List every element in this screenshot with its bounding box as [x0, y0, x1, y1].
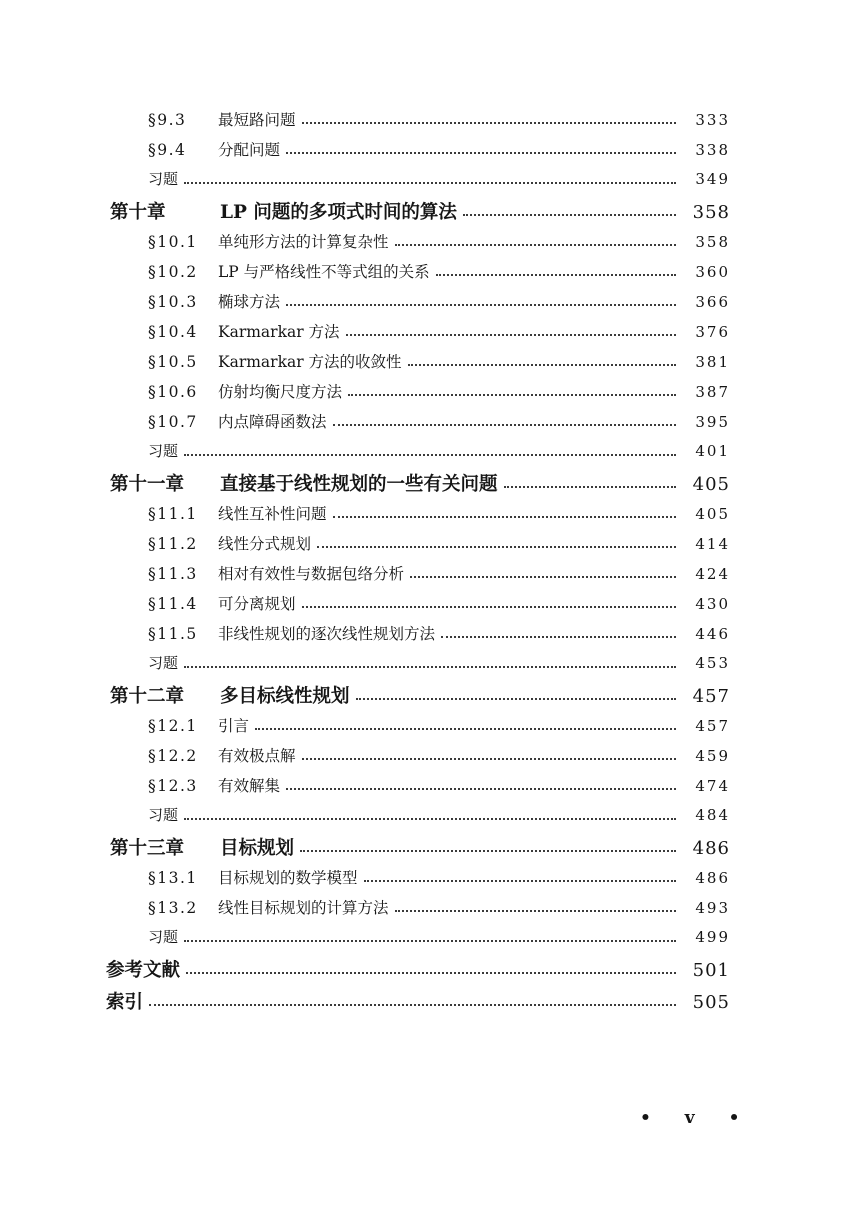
section-title: 单纯形方法的计算复杂性: [218, 233, 389, 251]
toc-section-entry: [148, 350, 730, 372]
section-number: §10.7: [148, 413, 198, 431]
page-number: 358: [695, 233, 730, 251]
dot-leader: [395, 910, 676, 912]
page-number: 414: [695, 535, 730, 553]
toc-chapter-entry: [110, 198, 730, 224]
dot-leader: [317, 546, 676, 548]
toc-section-entry: [148, 866, 730, 888]
exercises-title: 习题: [148, 654, 179, 672]
page-number: 387: [695, 383, 730, 401]
page-number: 493: [695, 899, 730, 917]
dot-leader: [186, 972, 676, 974]
dot-leader: [302, 606, 676, 608]
dot-leader: [463, 214, 676, 216]
dot-leader: [286, 304, 676, 306]
page-number: 405: [695, 505, 730, 523]
exercises-title: 习题: [148, 928, 179, 946]
section-number: §11.1: [148, 505, 198, 523]
page-number: 474: [695, 777, 730, 795]
dot-leader: [255, 728, 676, 730]
page-number: 424: [695, 565, 730, 583]
section-title: 有效解集: [218, 777, 281, 795]
page-number: 505: [692, 992, 730, 1013]
dot-leader: [149, 1004, 676, 1006]
toc-section-entry: [148, 714, 730, 736]
exercises-title: 习题: [148, 442, 179, 460]
section-number: §9.3: [148, 111, 187, 129]
page-number: 486: [695, 869, 730, 887]
section-title: 相对有效性与数据包络分析: [218, 565, 405, 583]
toc-section-entry: [148, 744, 730, 766]
section-title: 椭球方法: [218, 293, 281, 311]
section-title: 线性互补性问题: [218, 505, 327, 523]
section-title: 仿射均衡尺度方法: [218, 383, 343, 401]
section-title: 非线性规划的逐次线性规划方法: [218, 625, 436, 643]
page-number: 459: [695, 747, 730, 765]
page-number: 333: [695, 111, 730, 129]
toc-section-entry: [148, 380, 730, 402]
section-title: 最短路问题: [218, 111, 296, 129]
chapter-label: 第十二章: [110, 686, 185, 707]
dot-leader: [410, 576, 676, 578]
section-title: Karmarkar 方法: [218, 323, 340, 341]
chapter-title: 目标规划: [220, 838, 295, 859]
page-number: 405: [692, 474, 730, 495]
section-number: §12.2: [148, 747, 198, 765]
page-number: 499: [695, 928, 730, 946]
section-number: §9.4: [148, 141, 187, 159]
dot-leader: [348, 394, 676, 396]
toc-chapter-entry: [110, 682, 730, 708]
toc-backmatter-entry: [106, 988, 730, 1014]
chapter-label: 第十一章: [110, 474, 185, 495]
section-number: §11.2: [148, 535, 198, 553]
dot-leader: [356, 698, 676, 700]
section-number: §11.5: [148, 625, 198, 643]
section-number: §10.1: [148, 233, 198, 251]
dot-leader: [333, 516, 676, 518]
toc-exercises-entry: [148, 168, 730, 189]
dot-leader: [286, 152, 676, 154]
toc-exercises-entry: [148, 926, 730, 947]
page-number: 395: [695, 413, 730, 431]
exercises-title: 习题: [148, 806, 179, 824]
backmatter-title: 参考文献: [106, 960, 181, 981]
toc-section-entry: [148, 410, 730, 432]
toc-section-entry: [148, 108, 730, 130]
dot-leader: [408, 364, 676, 366]
toc-section-entry: [148, 290, 730, 312]
section-number: §10.3: [148, 293, 198, 311]
page-number: 360: [695, 263, 730, 281]
section-title: 可分离规划: [218, 595, 296, 613]
section-number: §10.6: [148, 383, 198, 401]
section-title: 目标规划的数学模型: [218, 869, 358, 887]
dot-leader: [184, 818, 676, 820]
page-number: 501: [692, 960, 730, 981]
toc-exercises-entry: [148, 440, 730, 461]
section-title: Karmarkar 方法的收敛性: [218, 353, 402, 371]
section-title: LP 与严格线性不等式组的关系: [218, 263, 430, 281]
toc-section-entry: [148, 562, 730, 584]
page-number: 484: [695, 806, 730, 824]
page-number: 401: [695, 442, 730, 460]
page-number: 376: [695, 323, 730, 341]
dot-leader: [184, 182, 676, 184]
toc-section-entry: [148, 502, 730, 524]
section-number: §13.2: [148, 899, 198, 917]
exercises-title: 习题: [148, 170, 179, 188]
dot-leader: [184, 666, 676, 668]
page-number: 349: [695, 170, 730, 188]
section-title: 内点障碍函数法: [218, 413, 327, 431]
toc-exercises-entry: [148, 804, 730, 825]
backmatter-title: 索引: [106, 992, 144, 1013]
dot-leader: [333, 424, 676, 426]
section-number: §10.5: [148, 353, 198, 371]
page-number: 457: [695, 717, 730, 735]
dot-leader: [441, 636, 676, 638]
toc-section-entry: [148, 320, 730, 342]
dot-leader: [395, 244, 676, 246]
section-title: 有效极点解: [218, 747, 296, 765]
section-number: §12.1: [148, 717, 198, 735]
page-number: 453: [695, 654, 730, 672]
toc-section-entry: [148, 532, 730, 554]
page-number: 366: [695, 293, 730, 311]
chapter-title: 多目标线性规划: [220, 686, 350, 707]
section-title: 线性分式规划: [218, 535, 312, 553]
toc-section-entry: [148, 896, 730, 918]
dot-leader: [184, 940, 676, 942]
dot-leader: [436, 274, 676, 276]
dot-leader: [504, 486, 676, 488]
section-title: 线性目标规划的计算方法: [218, 899, 389, 917]
dot-leader: [300, 850, 676, 852]
toc-chapter-entry: [110, 834, 730, 860]
page-number: 381: [695, 353, 730, 371]
dot-leader: [302, 122, 676, 124]
section-number: §12.3: [148, 777, 198, 795]
dot-leader: [364, 880, 676, 882]
dot-leader: [286, 788, 676, 790]
dot-leader: [346, 334, 676, 336]
chapter-label: 第十章: [110, 202, 166, 223]
toc-section-entry: [148, 260, 730, 282]
page-number: 486: [692, 838, 730, 859]
section-title: 引言: [218, 717, 250, 735]
page-number: 446: [695, 625, 730, 643]
toc-section-entry: [148, 230, 730, 252]
toc-chapter-entry: [110, 470, 730, 496]
page-footer: • v •: [640, 1108, 754, 1128]
toc-section-entry: [148, 592, 730, 614]
toc-backmatter-entry: [106, 956, 730, 982]
toc-exercises-entry: [148, 652, 730, 673]
section-number: §13.1: [148, 869, 198, 887]
dot-leader: [302, 758, 676, 760]
page-number: 338: [695, 141, 730, 159]
section-number: §11.3: [148, 565, 198, 583]
toc-section-entry: [148, 622, 730, 644]
section-number: §10.4: [148, 323, 198, 341]
toc-section-entry: [148, 138, 730, 160]
page-number: 430: [695, 595, 730, 613]
section-number: §10.2: [148, 263, 198, 281]
chapter-title: LP 问题的多项式时间的算法: [220, 202, 457, 223]
chapter-label: 第十三章: [110, 838, 185, 859]
page-number: 457: [692, 686, 730, 707]
dot-leader: [184, 454, 676, 456]
section-title: 分配问题: [218, 141, 281, 159]
toc-section-entry: [148, 774, 730, 796]
chapter-title: 直接基于线性规划的一些有关问题: [220, 474, 498, 495]
section-number: §11.4: [148, 595, 198, 613]
page-number: 358: [692, 202, 730, 223]
